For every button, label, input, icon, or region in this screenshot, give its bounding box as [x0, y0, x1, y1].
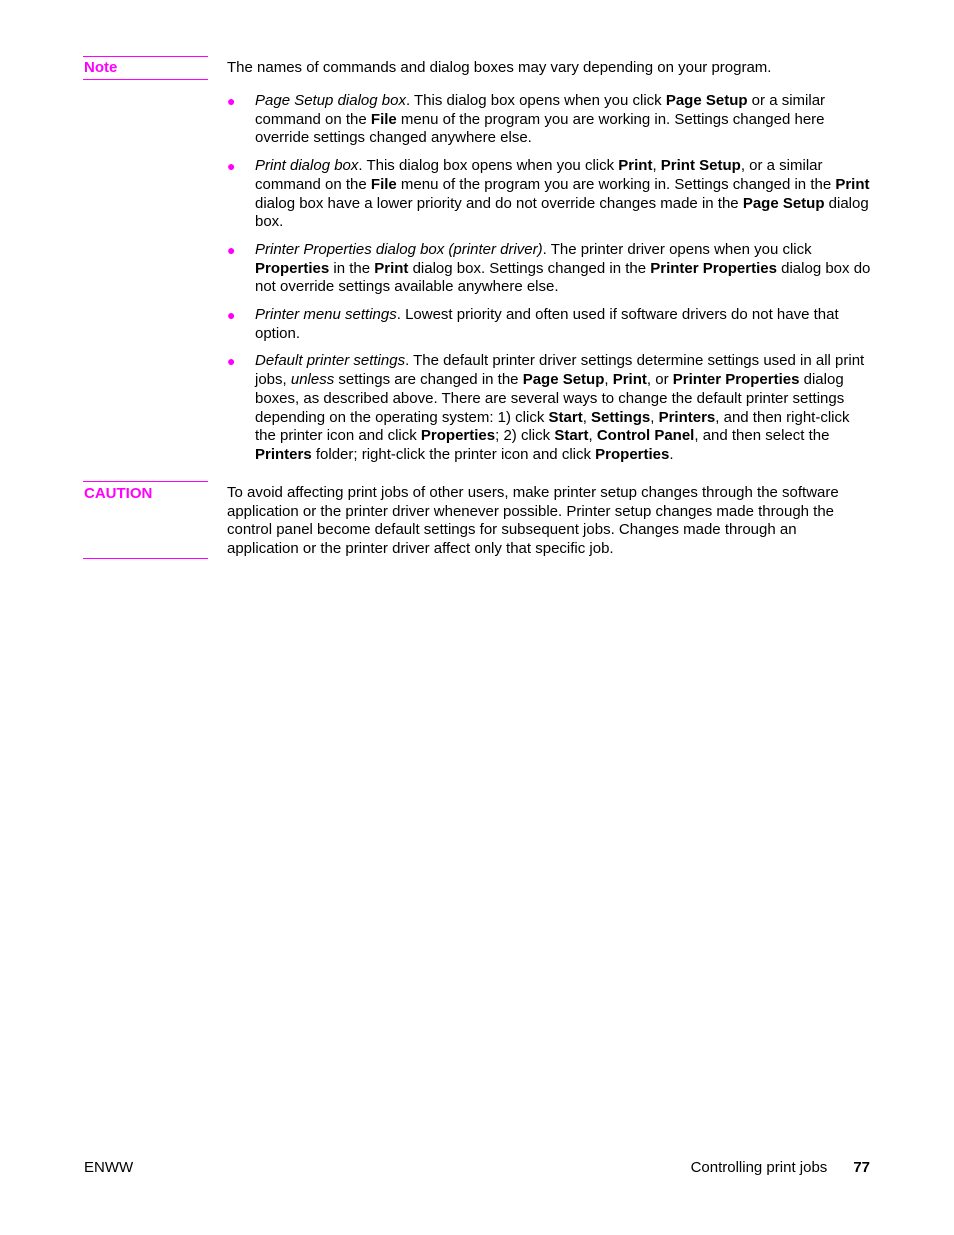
ui-term: Start: [554, 427, 589, 445]
text-run: menu of the program you are working in. Settings changed in the: [396, 175, 836, 193]
note-intro: The names of commands and dialog boxes may vary depending on your program.: [227, 59, 772, 76]
text-run: dialog box do not override settings available anywhere else.: [255, 259, 871, 296]
ui-term: Start: [548, 408, 583, 426]
ui-term: Page Setup: [665, 92, 748, 109]
ui-term: Page Setup: [522, 371, 605, 389]
footer-doc-code: ENWW: [84, 1159, 134, 1176]
page-number: 77: [853, 1159, 870, 1176]
text-run: . This dialog box opens when you click: [405, 92, 666, 109]
bullet-icon: ●: [227, 241, 236, 258]
list-item: [227, 306, 872, 343]
caution-rule-bottom: [83, 558, 208, 559]
text-run: dialog box have a lower priority and do not override changes made in the: [255, 194, 743, 212]
text-run: , or a similar command on the: [255, 157, 823, 193]
caution-rule-top: [83, 481, 208, 482]
text-run: ,: [588, 427, 597, 445]
emphasis-term: Printer menu settings: [255, 306, 397, 324]
text-run: ,: [582, 408, 592, 426]
emphasis-term: Page Setup dialog box: [255, 92, 406, 109]
text-run: ; 2) click: [495, 427, 555, 445]
note-rule-top: [83, 56, 208, 57]
ui-term: File: [370, 110, 397, 128]
emphasis-term: unless: [290, 371, 335, 389]
list-item: [227, 157, 872, 232]
text-run: . Lowest priority and often used if software drivers do not have that option.: [255, 306, 839, 342]
caution-text: To avoid affecting print jobs of other users, make printer setup changes through the software application or the printer driver whenever possible. Printer setup changes made through the control panel become default settings for subsequent jobs. Changes made through an application or the printer driver affect only that specific job.: [227, 484, 839, 558]
list-item-text: [255, 92, 825, 146]
text-run: ,: [604, 371, 613, 389]
ui-term: Properties: [595, 445, 670, 463]
ui-term: Print: [374, 259, 409, 277]
emphasis-term: Print dialog box: [255, 157, 359, 175]
list-item: [227, 92, 872, 148]
list-item: [227, 241, 872, 297]
ui-term: Page Setup: [742, 194, 825, 212]
ui-term: Control Panel: [596, 427, 695, 445]
list-item: [227, 352, 872, 464]
ui-term: Print Setup: [660, 157, 741, 175]
note-label: Note: [84, 59, 118, 76]
footer-section-title: Controlling print jobs: [690, 1159, 828, 1176]
ui-term: File: [370, 175, 397, 193]
bullet-icon: ●: [227, 158, 236, 175]
ui-term: Print: [835, 175, 870, 193]
list-item-text: [255, 352, 864, 463]
bullet-icon: ●: [227, 307, 236, 324]
text-run: . This dialog box opens when you click: [358, 157, 619, 175]
text-run: . The default printer driver settings determine settings used in all print jobs,: [255, 352, 865, 389]
text-run: dialog box. Settings changed in the: [408, 259, 651, 277]
ui-term: Properties: [420, 427, 496, 445]
text-run: , and then select the: [694, 427, 830, 445]
ui-term: Printer Properties: [650, 259, 777, 277]
ui-term: Printer Properties: [672, 371, 800, 389]
text-run: .: [669, 445, 674, 463]
text-run: ,: [652, 157, 661, 175]
text-run: ,: [650, 408, 659, 426]
text-run: menu of the program you are working in. Settings changed here override settings changed anywhere else.: [255, 110, 825, 147]
text-run: in the: [329, 259, 375, 277]
emphasis-term: Printer Properties dialog box (printer driver): [255, 240, 543, 258]
list-item-text: [255, 241, 870, 295]
ui-term: Printers: [255, 445, 312, 463]
ui-term: Print: [612, 371, 647, 389]
ui-term: Print: [618, 157, 653, 175]
text-run: dialog boxes, as described above. There are several ways to change the default printer settings depending on the operating system: 1) click: [255, 371, 845, 426]
footer-right: [691, 1159, 870, 1177]
text-run: settings are changed in the: [334, 371, 523, 389]
ui-term: Settings: [591, 408, 651, 426]
text-run: or a similar command on the: [255, 92, 826, 128]
text-run: dialog box.: [255, 194, 869, 231]
note-rule-bottom: [83, 79, 208, 80]
ui-term: Properties: [255, 259, 330, 277]
bullet-icon: ●: [227, 93, 236, 109]
settings-priority-list: [227, 92, 872, 474]
text-run: . The printer driver opens when you click: [542, 240, 812, 258]
caution-label: CAUTION: [84, 485, 153, 502]
emphasis-term: Default printer settings: [255, 352, 406, 370]
text-run: folder; right-click the printer icon and click: [311, 445, 596, 463]
list-item-text: [255, 157, 870, 230]
text-run: , or: [646, 371, 673, 389]
list-item-text: [255, 306, 839, 342]
bullet-icon: ●: [227, 353, 236, 370]
ui-term: Printers: [658, 408, 716, 426]
text-run: , and then right-click the printer icon and click: [255, 408, 850, 445]
